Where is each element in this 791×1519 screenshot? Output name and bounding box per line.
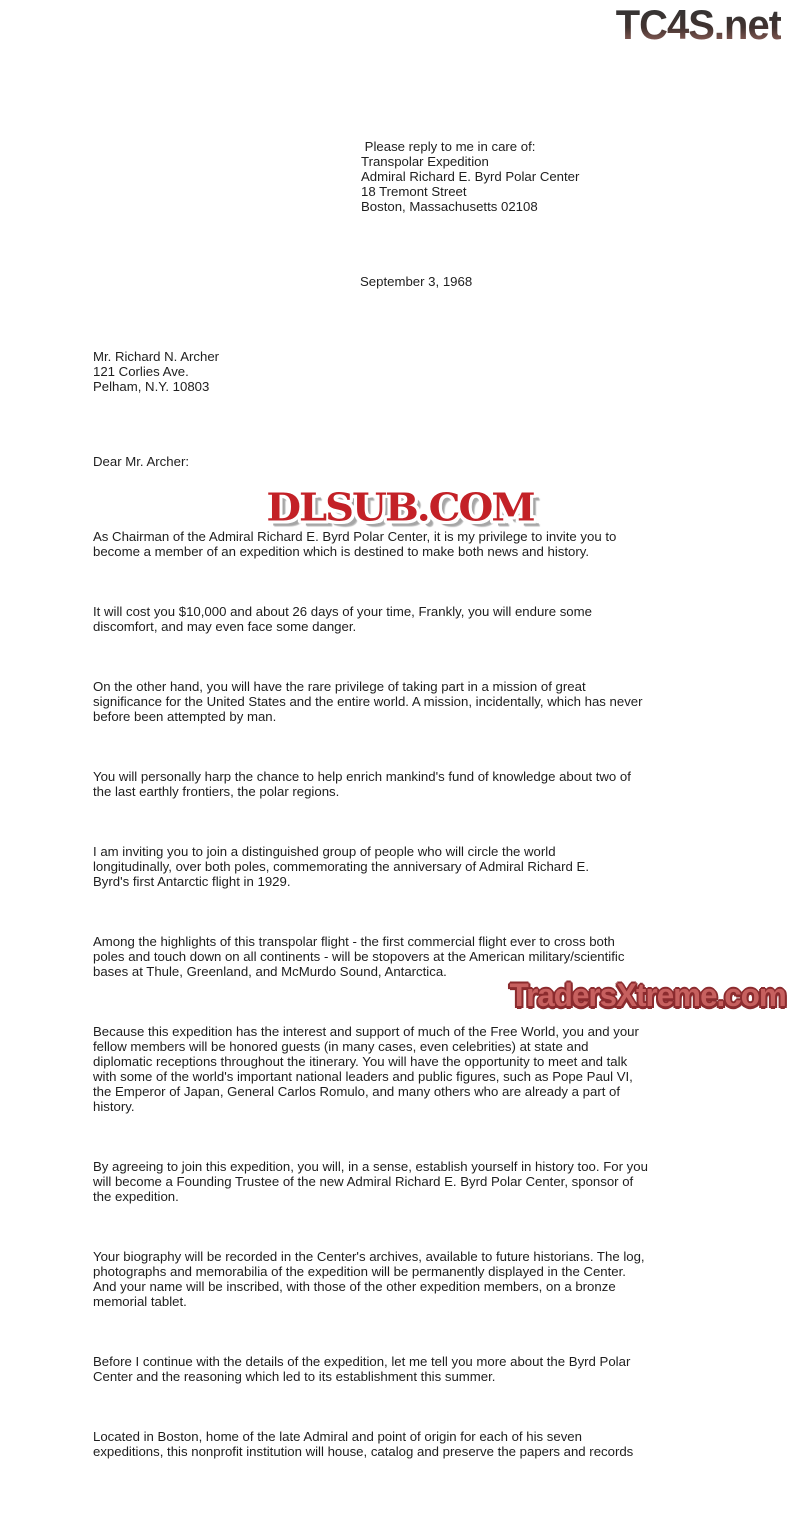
paragraph: Because this expedition has the interest and support of much of the Free World, you and your fellow members will be honored guests (in many cases, even celebrities) at state and diplomatic receptions throughout the itinerary. You will have the opportunity to meet and talk with some of the world's important national leaders and public figures, such as Pope Paul VI, the Emperor of Japan, General Carlos Romulo, and many others who are already a part of history. [93, 1024, 639, 1114]
dlsub-watermark: DLSUB.COM [266, 485, 534, 531]
reply-address-block: Please reply to me in care of: Transpolar Expedition Admiral Richard E. Byrd Polar Center 18 Tremont Street Boston, Massachusetts 02108 [361, 139, 580, 214]
recipient-address-block: Mr. Richard N. Archer 121 Corlies Ave. Pelham, N.Y. 10803 [93, 349, 220, 394]
salutation: Dear Mr. Archer: [93, 454, 190, 469]
letter-body [0, 94, 791, 1519]
tc4s-site-logo: TC4S.net [615, 1, 781, 48]
letter-date: September 3, 1968 [360, 274, 473, 289]
paragraph: You will personally harp the chance to help enrich mankind's fund of knowledge about two of the last earthly frontiers, the polar regions. [93, 769, 631, 799]
paragraph: Among the highlights of this transpolar flight - the first commercial flight ever to cross both poles and touch down on all continents - will be stopovers at the American military/scientific bases at Thule, Greenland, and McMurdo Sound, Antarctica. [93, 934, 625, 979]
paragraph: Located in Boston, home of the late Admiral and point of origin for each of his seven expeditions, this nonprofit institution will house, catalog and preserve the papers and records [93, 1429, 634, 1459]
paragraph: By agreeing to join this expedition, you will, in a sense, establish yourself in history too. For you will become a Founding Trustee of the new Admiral Richard E. Byrd Polar Center, sponsor of the expedition. [93, 1159, 648, 1204]
paragraph: As Chairman of the Admiral Richard E. Byrd Polar Center, it is my privilege to invite you to become a member of an expedition which is destined to make both news and history. [93, 529, 617, 559]
paragraph: Before I continue with the details of the expedition, let me tell you more about the Byrd Polar Center and the reasoning which led to its establishment this summer. [93, 1354, 631, 1384]
paragraph-watermarked: I am inviting you to join a distinguished group of people who will circle the world longitudinally, over both poles, commemorating the anniversary of Admiral Richard E. Byrd's first Antarctic flight in 1929. [93, 844, 589, 889]
paragraph: Your biography will be recorded in the Center's archives, available to future historians. The log, photographs and memorabilia of the expedition will be permanently displayed in the Center. And your name will be inscribed, with those of the other expedition members, on a bronze memorial tablet. [93, 1249, 645, 1309]
paragraph: On the other hand, you will have the rare privilege of taking part in a mission of great significance for the United States and the entire world. A mission, incidentally, which has never before been attempted by man. [93, 679, 643, 724]
paragraph: It will cost you $10,000 and about 26 days of your time, Frankly, you will endure some discomfort, and may even face some danger. [93, 604, 592, 634]
tradersxtreme-site-logo: TradersXtreme.com [509, 977, 786, 1013]
